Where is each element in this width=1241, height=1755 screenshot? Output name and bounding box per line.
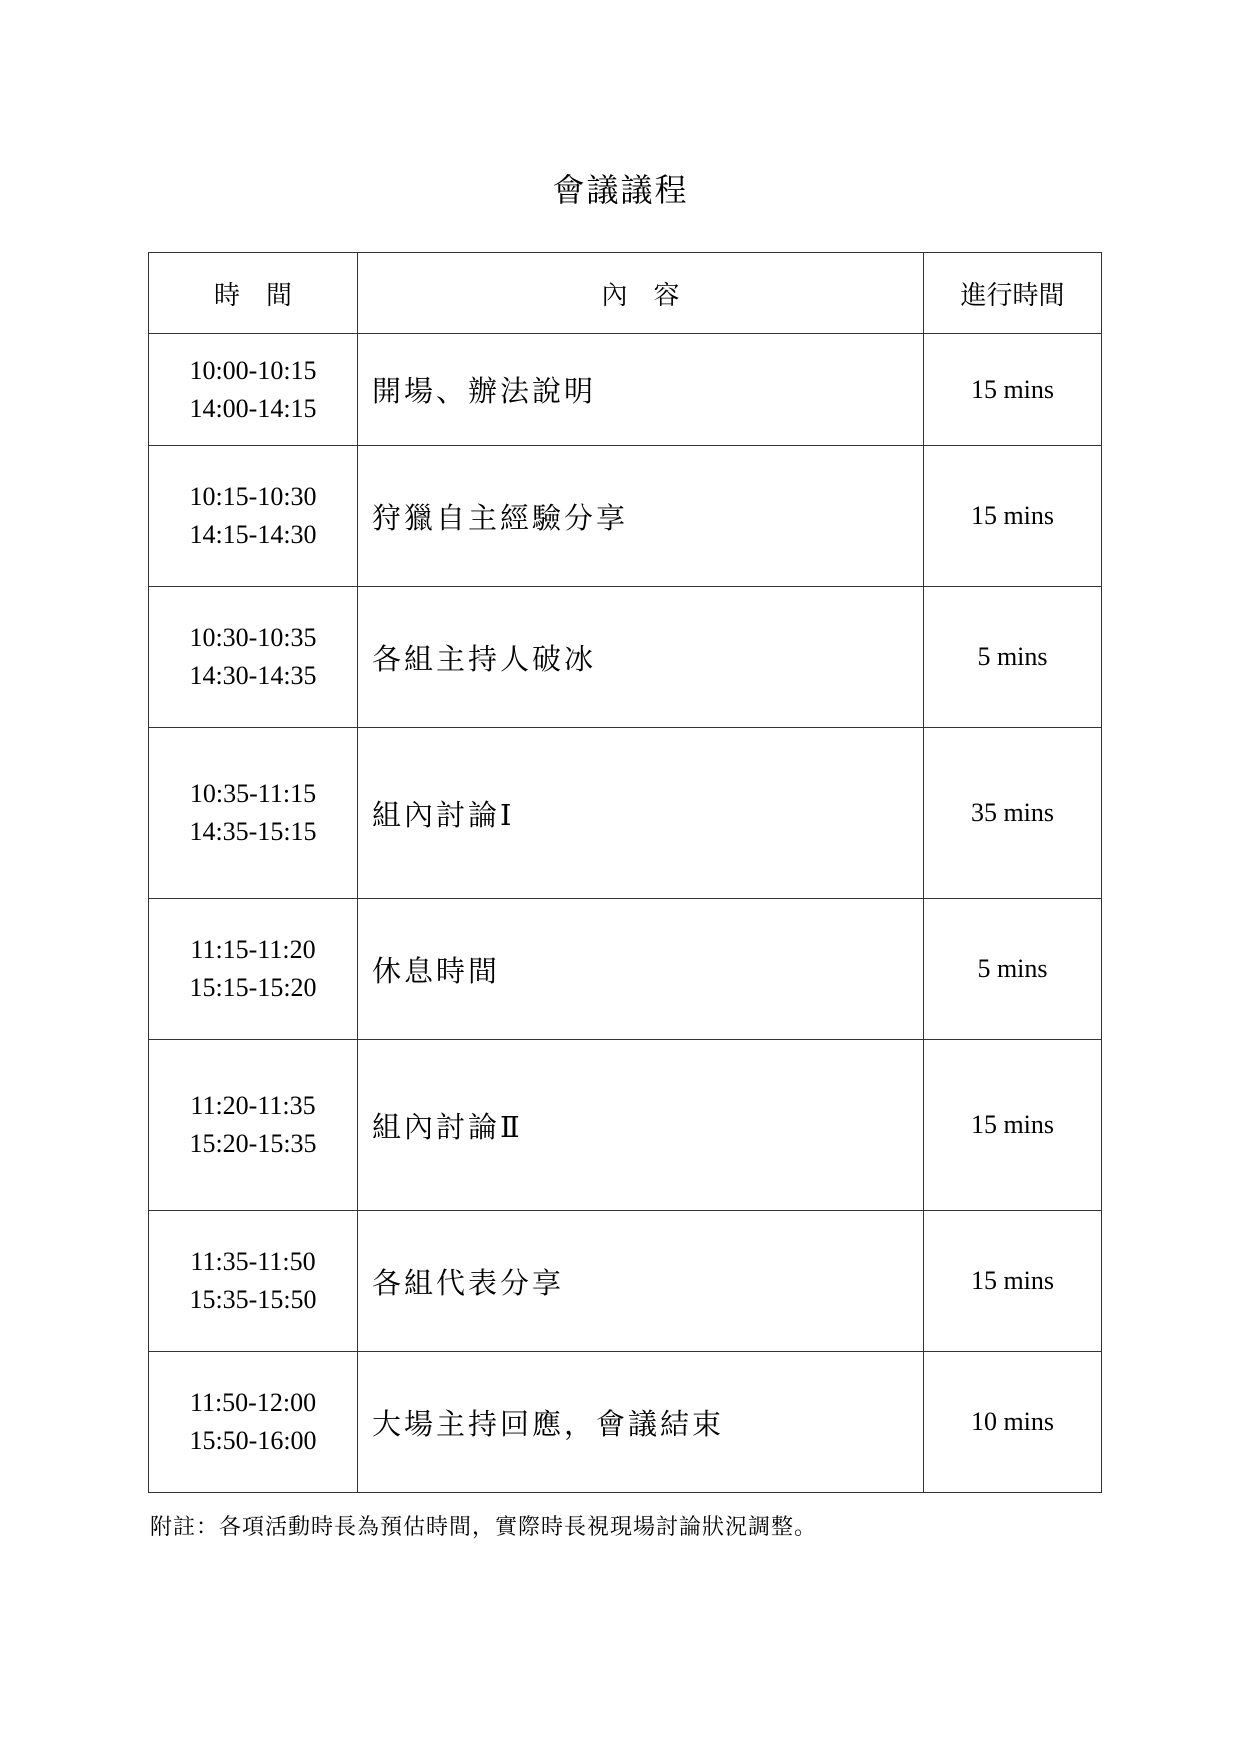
table-row [149,1040,1102,1211]
time-cell [149,587,358,728]
content-cell: 各組主持人破冰 [358,587,924,728]
content-cell: 休息時間 [358,899,924,1040]
time-morning: 10:00-10:15 [189,355,317,385]
duration-cell: 15 mins [924,446,1102,587]
time-morning: 10:30-10:35 [189,623,317,652]
header-duration: 進行時間 [924,253,1102,334]
duration-cell: 15 mins [924,1211,1102,1352]
time-cell [149,1352,358,1493]
table-row [149,1352,1102,1493]
time-afternoon: 15:35-15:50 [189,1285,317,1314]
content-cell: 開場、辦法說明 [358,334,924,446]
content-cell: 組內討論Ⅱ [358,1040,924,1211]
header-content: 內 容 [358,253,924,334]
page-title: 會議議程 [552,171,689,209]
time-morning: 11:50-12:00 [189,1388,317,1417]
agenda-table [148,252,1102,1493]
time-cell [149,728,358,899]
time-cell [149,1211,358,1352]
content-cell: 各組代表分享 [358,1211,924,1352]
table-row [149,899,1102,1040]
time-cell [149,899,358,1040]
table-row [149,334,1102,446]
content-cell: 狩獵自主經驗分享 [358,446,924,587]
time-afternoon: 15:20-15:35 [189,1129,317,1158]
time-cell [149,334,358,446]
content-cell: 大場主持回應，會議結束 [358,1352,924,1493]
time-morning: 11:15-11:20 [190,935,316,964]
duration-cell: 15 mins [924,1040,1102,1211]
table-row [149,587,1102,728]
time-afternoon: 14:35-15:15 [189,817,317,846]
time-morning: 10:35-11:15 [189,779,317,808]
duration-cell: 5 mins [924,899,1102,1040]
footnote: 附註：各項活動時長為預估時間，實際時長視現場討論狀況調整。 [150,1515,818,1540]
table-row [149,728,1102,899]
duration-cell: 5 mins [924,587,1102,728]
time-morning: 10:15-10:30 [189,482,317,511]
table-row [149,1211,1102,1352]
time-afternoon: 14:15-14:30 [189,520,317,549]
duration-cell: 15 mins [924,334,1102,446]
time-cell [149,1040,358,1211]
table-row [149,446,1102,587]
time-cell [149,446,358,587]
duration-cell: 10 mins [924,1352,1102,1493]
header-time: 時 間 [149,253,358,334]
time-morning: 11:35-11:50 [190,1247,316,1276]
duration-cell: 35 mins [924,728,1102,899]
content-cell: 組內討論Ⅰ [358,728,924,899]
time-afternoon: 14:00-14:15 [189,393,317,423]
time-morning: 11:20-11:35 [190,1091,316,1120]
time-afternoon: 15:50-16:00 [189,1426,317,1455]
time-afternoon: 14:30-14:35 [189,661,317,690]
time-afternoon: 15:15-15:20 [189,973,317,1002]
table-header-row [149,253,1102,334]
